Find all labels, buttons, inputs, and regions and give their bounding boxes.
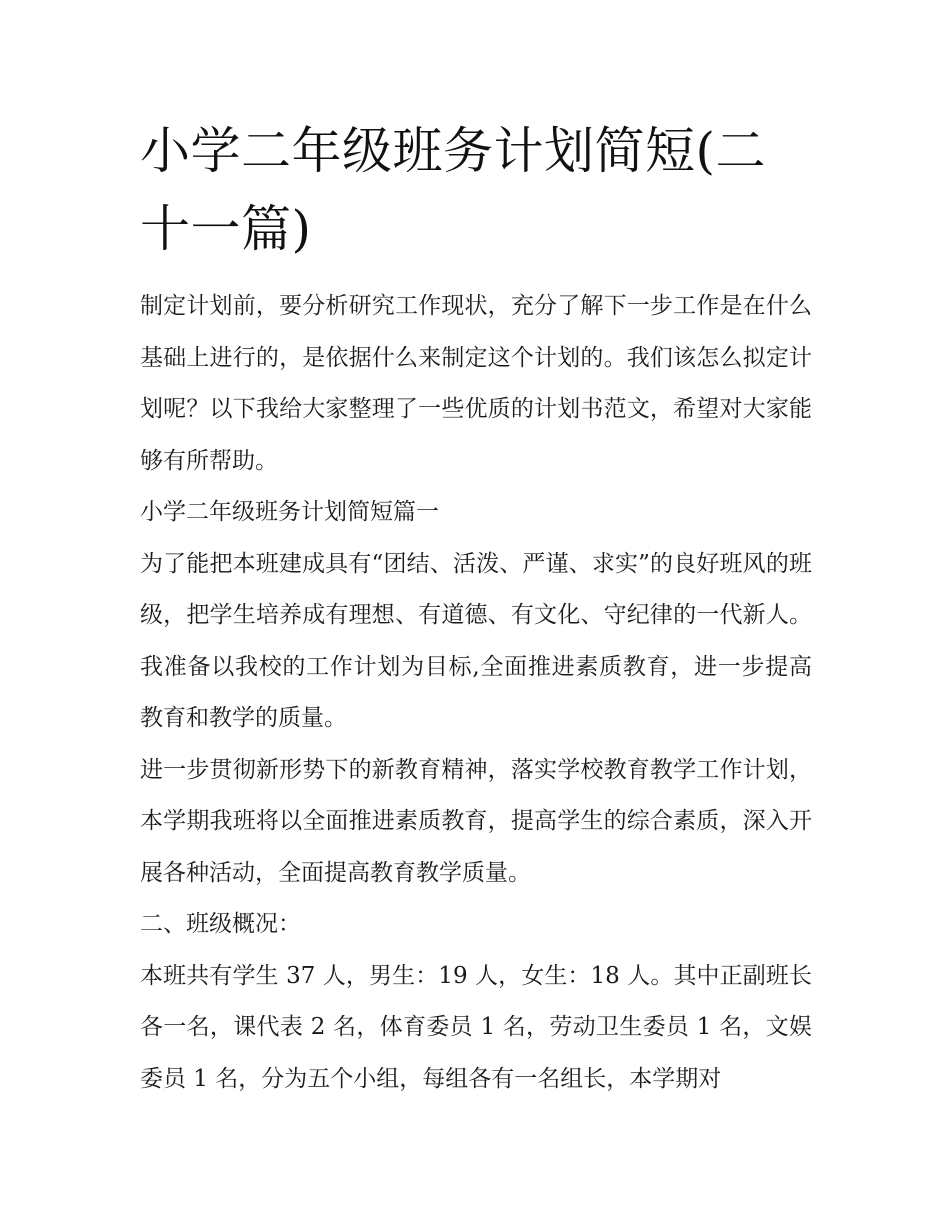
intro-paragraph: 制定计划前，要分析研究工作现状，充分了解下一步工作是在什么基础上进行的，是依据什么来制定这个计划的。我们该怎么拟定计划呢？以下我给大家整理了一些优质的计划书范文，希望对大家能够有所帮助。 (140, 293, 812, 474)
document-body (140, 281, 812, 1105)
guiding-paragraph: 进一步贯彻新形势下的新教育精神，落实学校教育教学工作计划，本学期我班将以全面推进素质教育，提高学生的综合素质，深入开展各种活动，全面提高教育教学质量。 (140, 756, 812, 886)
document-title: 小学二年级班务计划简短(二十一篇) (140, 122, 767, 258)
section-heading-class-overview: 二、班级概况： (140, 911, 301, 937)
goal-paragraph: 为了能把本班建成具有“团结、活泼、严谨、求实”的良好班风的班级，把学生培养成有理想、有道德、有文化、守纪律的一代新人。我准备以我校的工作计划为目标,全面推进素质教育，进一步提高教育和教学的质量。 (140, 550, 812, 731)
section-heading-part-one: 小学二年级班务计划简短篇一 (140, 499, 439, 525)
document-content (140, 112, 812, 1105)
class-overview-paragraph: 本班共有学生 37 人，男生：19 人，女生：18 人。其中正副班长各一名，课代表 2 名，体育委员 1 名，劳动卫生委员 1 名，文娱委员 1 名，分为五个小组，每组各有一名组长，本学期对 (140, 962, 812, 1092)
